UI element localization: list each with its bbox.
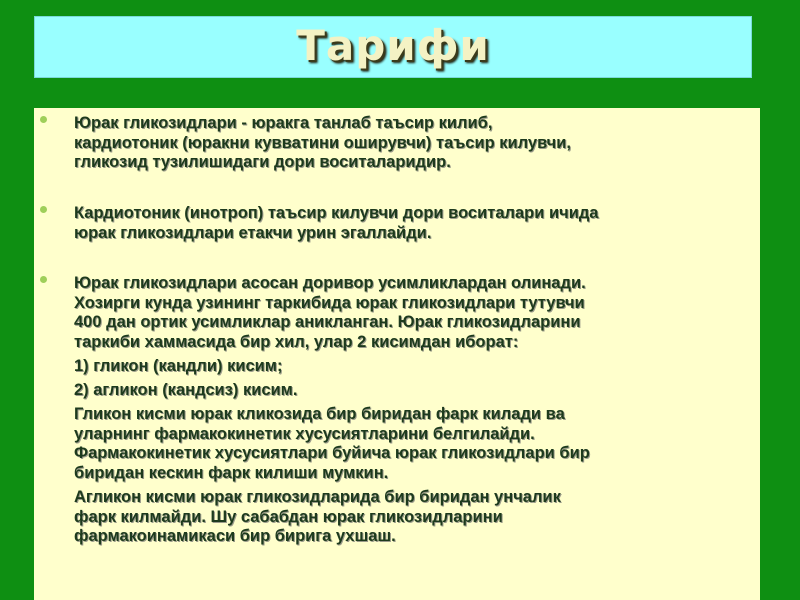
slide-title: Тарифи [296, 20, 490, 70]
sub-paragraph: 1) гликон (кандли) кисим; [74, 357, 283, 375]
title-bar [34, 16, 752, 78]
sub-paragraph: 2) агликон (кандсиз) кисим. [74, 380, 298, 399]
bullet-item [74, 204, 754, 243]
bullet-item [74, 114, 754, 173]
content-panel [34, 108, 760, 600]
bullet-dot-icon [40, 206, 47, 213]
bullet-dot-icon [40, 276, 47, 283]
sub-paragraph: Гликон кисми юрак кликозида бир биридан фарк килади ва уларнинг фармакокинетик хусусиятларини белгилайди. Фармакокинетик хусусиятлари буйича юрак гликозидлари бир биридан кескин фарк килиши мумкин. [74, 405, 590, 482]
bullet-text: Юрак гликозидлари асосан доривор усимликлардан олинади. Хозирги кунда узининг таркибида юрак гликозидлари тутувчи 400 дан ортик усимликлар аникланган. Юрак гликозидларини таркиби хаммасида бир хил, улар 2 кисимдан иборат: [74, 274, 586, 351]
sub-paragraph: Агликон кисми юрак гликозидларида бир биридан унчалик фарк килмайди. Шу сабабдан юрак гликозидларини фармакоинамикаси бир бирига ухшаш. [74, 488, 561, 545]
bullet-text: Юрак гликозидлари - юракга танлаб таъсир килиб, кардиотоник (юракни кувватини оширувчи) таъсир килувчи, гликозид тузилишидаги дори воситаларидир. [74, 114, 571, 171]
bullet-text: Кардиотоник (инотроп) таъсир килувчи дори воситалари ичида юрак гликозидлари етакчи урин эгаллайди. [74, 204, 599, 242]
bullet-item [74, 274, 754, 547]
bullet-dot-icon [40, 116, 47, 123]
